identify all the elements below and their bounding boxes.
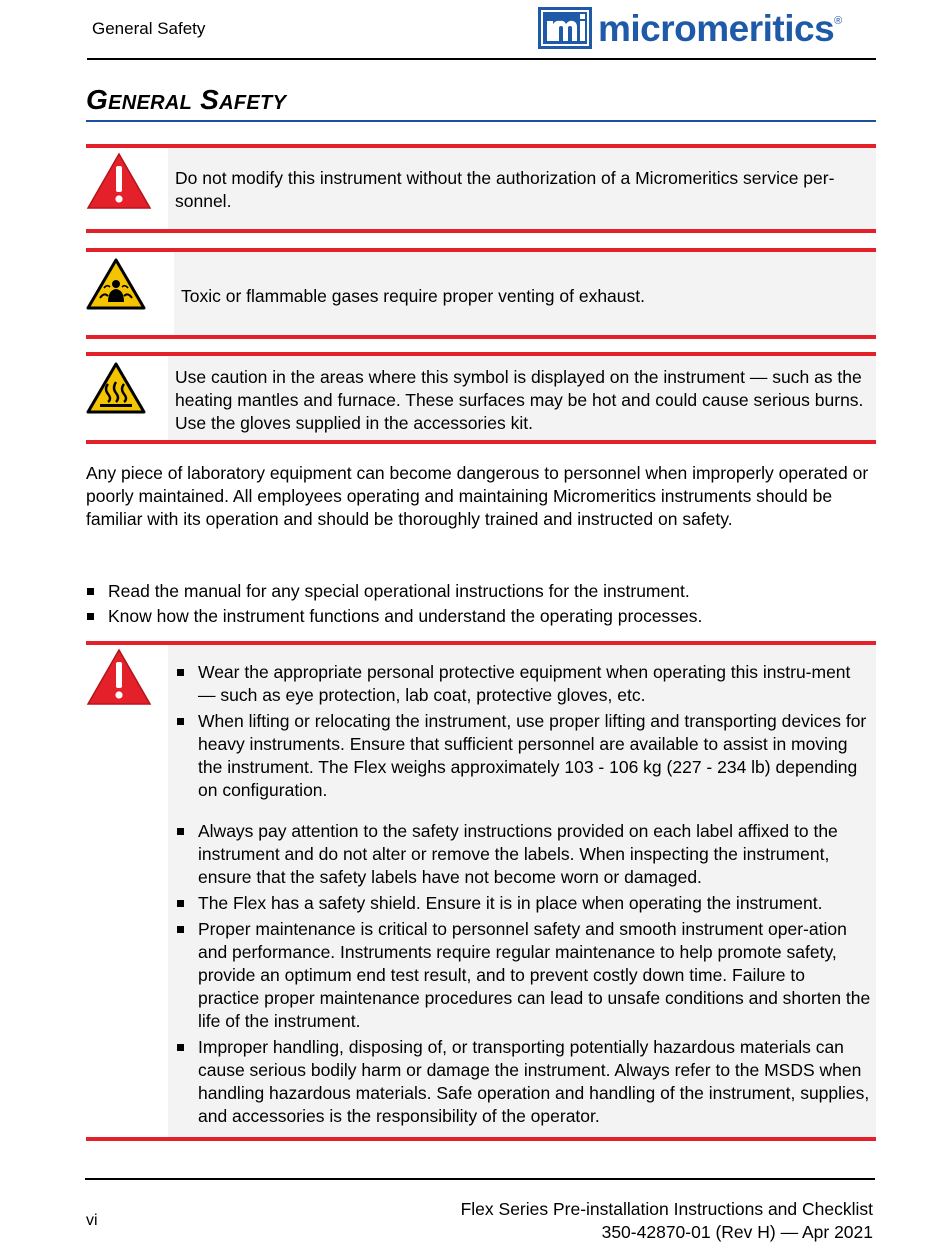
instruction-list — [86, 580, 876, 630]
warning-callout-modify — [86, 144, 876, 233]
list-item: Wear the appropriate personal protective equipment when operating this instru-ment — such as eye protection, lab coat, protective gloves, etc. — [176, 661, 871, 707]
footer-doc-info — [461, 1198, 873, 1244]
list-item: Proper maintenance is critical to personnel safety and smooth instrument oper-ation and performance. Instruments require regular maintenance to help promote safety, provide an optimum end test result, and to prevent costly down time. Failure to practice proper maintenance procedures can lead to unsafe conditions and shorten the life of the instrument. — [176, 918, 871, 1033]
list-item: Know how the instrument functions and understand the operating processes. — [86, 605, 876, 628]
intro-paragraph: Any piece of laboratory equipment can become dangerous to personnel when improperly operated or poorly maintained. All employees operating and maintaining Micromeritics instruments should be familiar with its operation and should be thoroughly trained and instructed on safety. — [86, 463, 869, 529]
hot-surface-icon — [86, 362, 146, 414]
callout-text: Do not modify this instrument without the authorization of a Micromeritics service per-sonnel. — [175, 168, 835, 211]
title-rule — [86, 120, 876, 122]
registered-mark: ® — [834, 15, 843, 27]
list-item: Read the manual for any special operational instructions for the instrument. — [86, 580, 876, 603]
warning-callout-toxic-gas — [86, 248, 876, 339]
doc-number: 350-42870-01 (Rev H) — Apr 2021 — [601, 1222, 873, 1242]
running-header: General Safety — [92, 19, 206, 38]
footer-rule — [85, 1178, 875, 1180]
safety-warning-list — [176, 661, 871, 1131]
warning-callout-ppe — [86, 641, 876, 1141]
page-number: vi — [86, 1212, 98, 1229]
warning-triangle-icon — [86, 648, 152, 706]
caution-callout-hot-surface — [86, 352, 876, 444]
list-item: Always pay attention to the safety instructions provided on each label affixed to the instrument and do not alter or remove the labels. When inspecting the instrument, ensure that the safety labels have not become worn or damaged. — [176, 820, 871, 889]
logo-wordmark: micromeritics — [598, 7, 835, 49]
list-item: When lifting or relocating the instrument, use proper lifting and transporting devices for heavy instruments. Ensure that sufficient personnel are available to assist in moving the instrument. The Flex weighs approximately 103 - 106 kg (227 - 234 lb) depending on configuration. — [176, 710, 871, 802]
callout-text: Toxic or flammable gases require proper venting of exhaust. — [181, 286, 645, 306]
page-title: General Safety — [86, 84, 287, 115]
header-rule — [87, 58, 876, 60]
micromeritics-logo — [538, 7, 842, 49]
logo-mark-icon — [538, 7, 592, 49]
list-item: Improper handling, disposing of, or transporting potentially hazardous materials can cause serious bodily harm or damage the instrument. Always refer to the MSDS when handling hazardous materials. Safe operation and handling of the instrument, supplies, and accessories is the responsibility of the operator. — [176, 1036, 871, 1128]
warning-triangle-icon — [86, 152, 152, 210]
list-item: The Flex has a safety shield. Ensure it is in place when operating the instrument. — [176, 892, 871, 915]
toxic-gas-hazard-icon — [86, 258, 146, 310]
doc-title: Flex Series Pre-installation Instructions and Checklist — [460, 1199, 873, 1219]
callout-text: Use caution in the areas where this symbol is displayed on the instrument — such as the heating mantles and furnace. These surfaces may be hot and could cause serious burns. Use the gloves supplied in the accessories kit. — [175, 367, 864, 433]
